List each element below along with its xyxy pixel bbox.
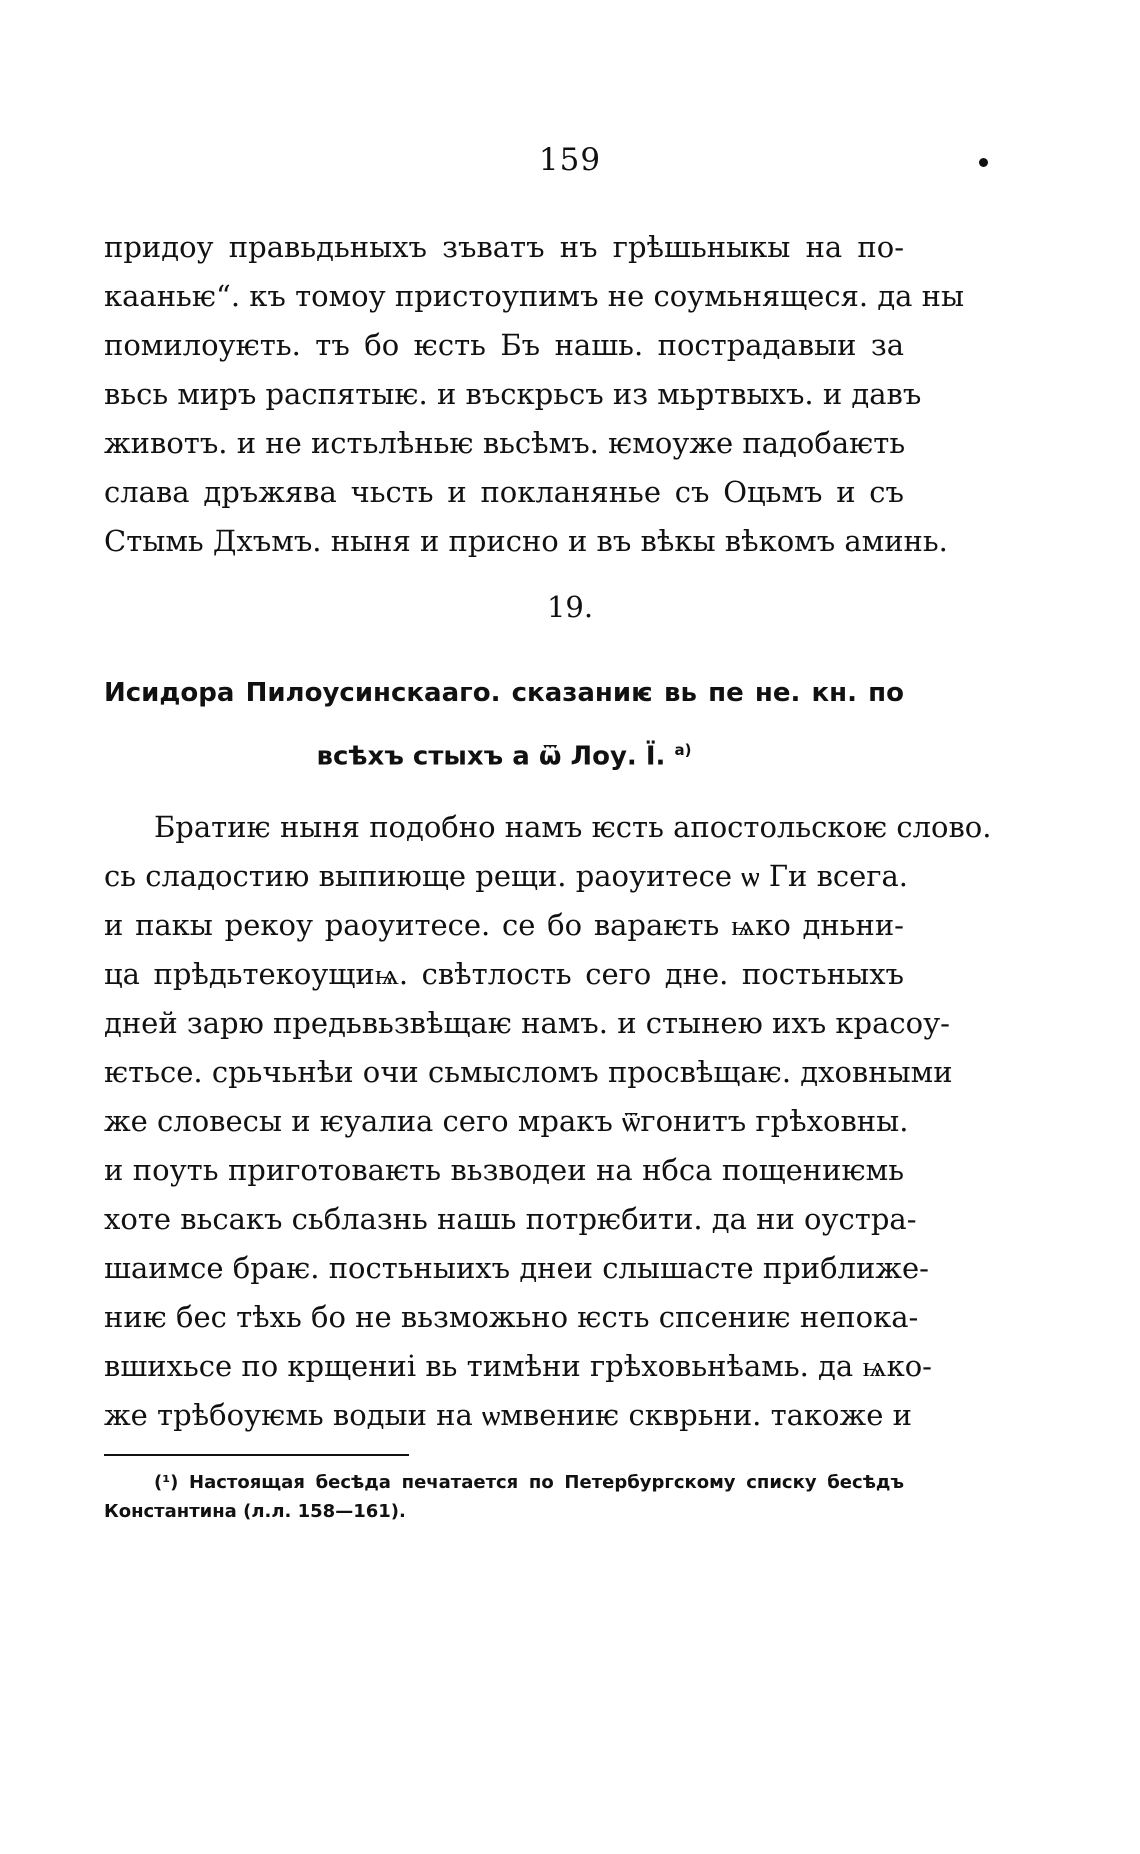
margin-dot	[979, 158, 988, 167]
text-line: Стымь Дхъмъ. ныня и присно и въ вѣкы вѣкомъ аминь.	[104, 524, 948, 558]
footnote-line: (¹) Настоящая бесѣда печатается по Петербургскому списку бесѣдъ	[154, 1472, 904, 1493]
body-paragraph	[104, 803, 992, 1440]
text-line: и пакы рекоу раоуитесе. се бо вараѥть ѩко дньни-	[104, 908, 904, 942]
text-line: помилоуѥть. тъ бо ѥсть Бъ нашь. пострадавыи за	[104, 328, 904, 362]
heading-line-2-text: всѣхъ стыхъ а ѿ Лоу. Ї.	[316, 741, 666, 772]
text-line: и поуть приготоваѥть вьзводеи на нбса пощениѥмь	[104, 1153, 904, 1187]
text-line: придоу правьдьныхъ зъватъ нъ грѣшьныкы на по-	[104, 230, 904, 264]
top-paragraph	[104, 223, 965, 566]
text-line: же трѣбоуѥмь водыи на ѡмвениѥ скврьни. такоже и	[104, 1398, 912, 1432]
text-line: дней зарю предьвьзвѣщаѥ намъ. и стынею ихъ красоу-	[104, 1006, 950, 1040]
text-line: же словесы и ѥуалиа сего мракъ ѿгонитъ грѣховны.	[104, 1104, 909, 1138]
text-line: вшихьсе по крщениі вь тимѣни грѣховьнѣамь. да ѩко-	[104, 1349, 932, 1383]
footnote-line: Константина (л.л. 158—161).	[104, 1501, 406, 1522]
text-line: сь сладостию выпиюще рещи. раоуитесе ѡ Ги всега.	[104, 859, 908, 893]
text-line: ца прѣдьтекоущиѩ. свѣтлость сего дне. постьныхъ	[104, 957, 904, 991]
text-line: ѥтьсе. срьчьнѣи очи сьмысломъ просвѣщаѥ. дховными	[104, 1055, 953, 1089]
heading-line-1: Исидора Пилоусинскааго. сказаниѥ вь пе не. кн. по	[104, 678, 904, 708]
text-line: животъ. и не истьлѣньѥ вьсѣмъ. ѥмоуже падобаѥть	[104, 426, 906, 460]
page-number: 159	[538, 142, 602, 178]
section-heading	[104, 665, 904, 779]
section-number: 19.	[546, 590, 594, 624]
text-line: шаимсе браѥ. постьныихъ днеи слышасте приближе-	[104, 1251, 929, 1285]
text-line: Братиѥ ныня подобно намъ ѥсть апостольскоѥ слово.	[154, 810, 992, 844]
footnote	[104, 1468, 904, 1526]
footnote-rule	[104, 1454, 409, 1457]
footnote-marker: а)	[674, 741, 692, 759]
text-line: кааньѥ“. къ томоу пристоупимъ не соумьнящеся. да ны	[104, 279, 965, 313]
text-line: слава дръжява чьсть и покланяньe съ Оцьмъ и съ	[104, 475, 904, 509]
text-line: вьсь миръ распятыѥ. и въскрьсъ из мьртвыхъ. и давъ	[104, 377, 922, 411]
text-line: хоте вьсакъ сьблазнь нашь потрѥбити. да ни оустра-	[104, 1202, 917, 1236]
text-line: ниѥ бес тѣхь бо не вьзможьно ѥсть спсениѥ непока-	[104, 1300, 919, 1334]
heading-line-2	[104, 722, 904, 779]
